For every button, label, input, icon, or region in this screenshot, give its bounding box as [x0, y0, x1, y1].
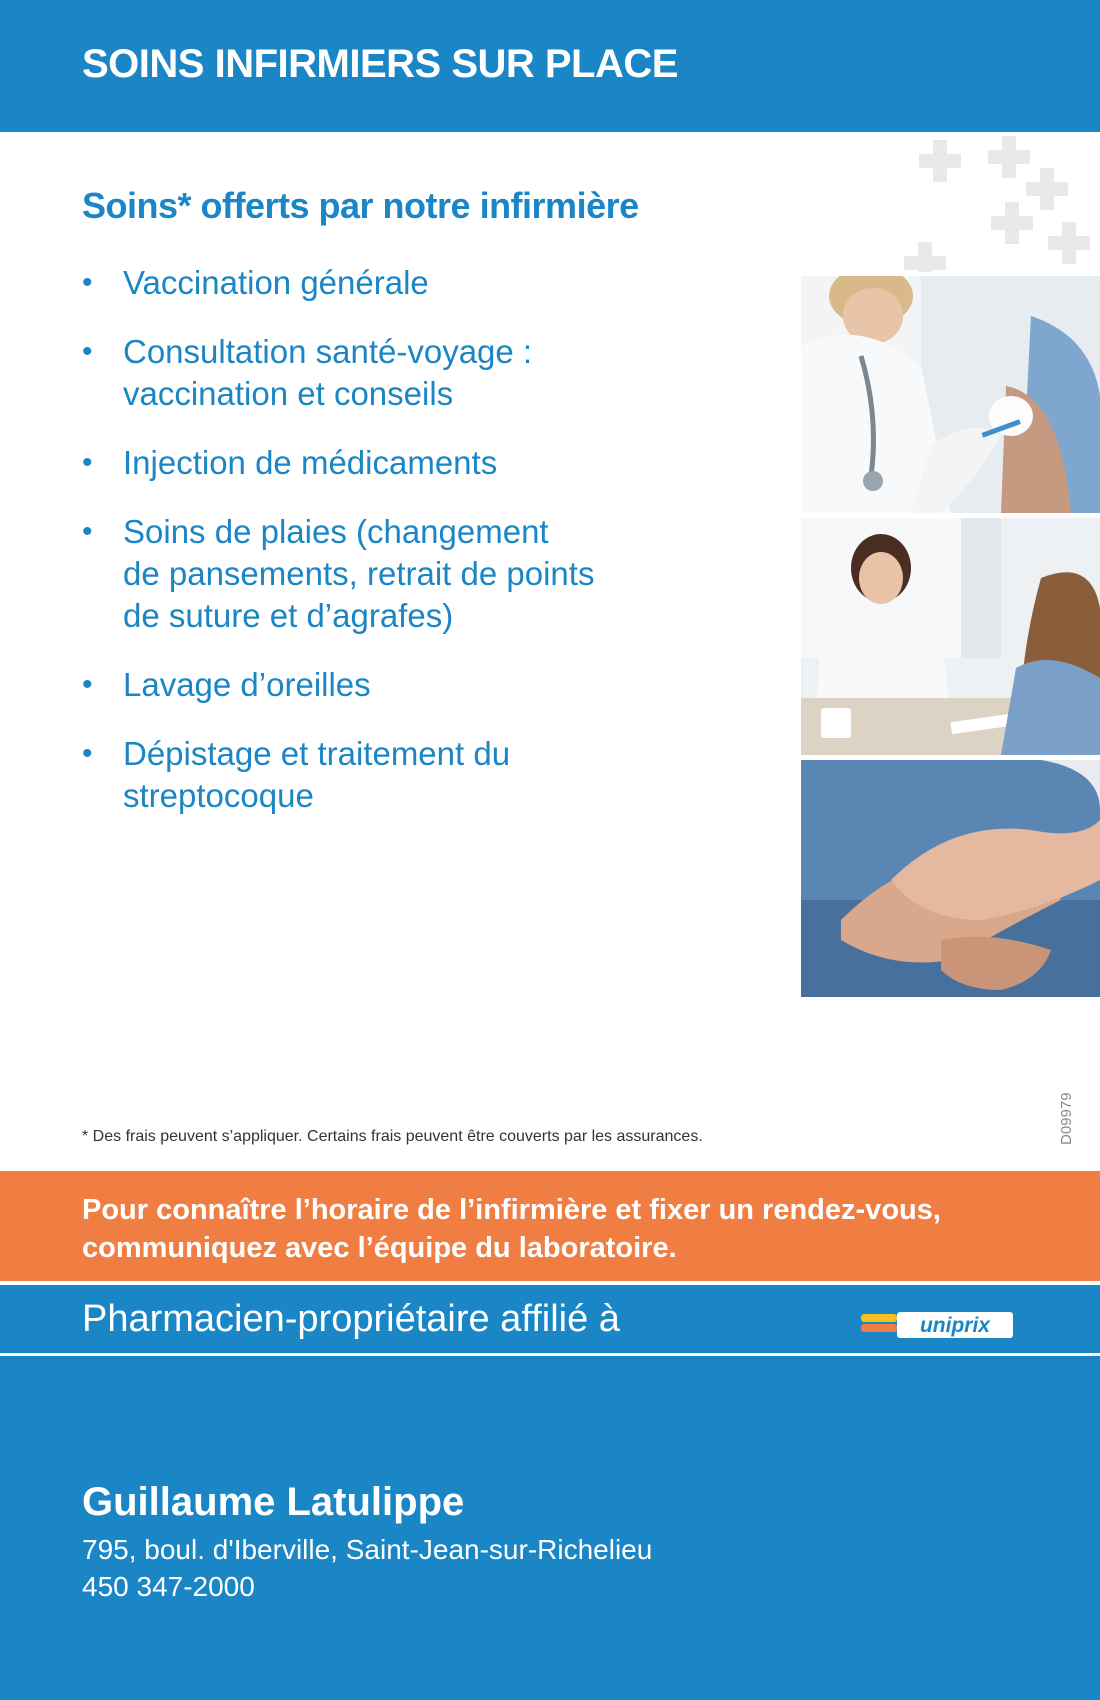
consultation-photo [801, 518, 1100, 755]
uniprix-logo [861, 1306, 1016, 1344]
section-title: Soins* offerts par notre infirmière [82, 185, 639, 226]
services-list [82, 262, 722, 844]
cta-line: Pour connaître l’horaire de l’infirmière et fixer un rendez-vous, [82, 1194, 941, 1226]
service-line: Soins de plaies (changement [123, 513, 549, 550]
bullet-point: • [82, 266, 93, 299]
bullet-point: • [82, 446, 93, 479]
service-line: Vaccination générale [123, 264, 429, 301]
service-item [82, 511, 722, 637]
bullet-point: • [82, 668, 93, 701]
call-to-action-text [82, 1191, 1042, 1267]
service-line: streptocoque [123, 777, 314, 814]
page-title: SOINS INFIRMIERS SUR PLACE [82, 42, 678, 86]
service-line: vaccination et conseils [123, 375, 454, 412]
svg-text:uniprix: uniprix [919, 1314, 991, 1337]
service-item [82, 733, 722, 817]
bullet-point: • [82, 737, 93, 770]
service-item [82, 331, 722, 415]
service-line: Consultation santé-voyage : [123, 333, 533, 370]
cta-line: communiquez avec l’équipe du laboratoire. [82, 1232, 677, 1264]
service-line: Injection de médicaments [123, 444, 498, 481]
footnote: * Des frais peuvent s’appliquer. Certains frais peuvent être couverts par les assurances. [82, 1128, 703, 1145]
affiliation-text: Pharmacien-propriétaire affilié à [82, 1298, 620, 1340]
pharmacy-address: 795, boul. d'Iberville, Saint-Jean-sur-Richelieu [82, 1534, 653, 1565]
pharmacist-name: Guillaume Latulippe [82, 1480, 465, 1524]
pharmacy-phone: 450 347-2000 [82, 1571, 255, 1602]
service-item [82, 262, 722, 304]
service-item [82, 664, 722, 706]
nurse-vaccination-photo [801, 276, 1100, 513]
service-line: de suture et d’agrafes) [123, 597, 454, 634]
bullet-point: • [82, 335, 93, 368]
contact-band [0, 1356, 1100, 1700]
service-line: Dépistage et traitement du [123, 735, 511, 772]
bullet-point: • [82, 515, 93, 548]
decorative-crosses [890, 132, 1100, 272]
caring-hands-photo [801, 760, 1100, 997]
document-code: D09979 [1058, 1092, 1075, 1145]
service-line: Lavage d’oreilles [123, 666, 371, 703]
service-line: de pansements, retrait de points [123, 555, 595, 592]
service-item [82, 442, 722, 484]
